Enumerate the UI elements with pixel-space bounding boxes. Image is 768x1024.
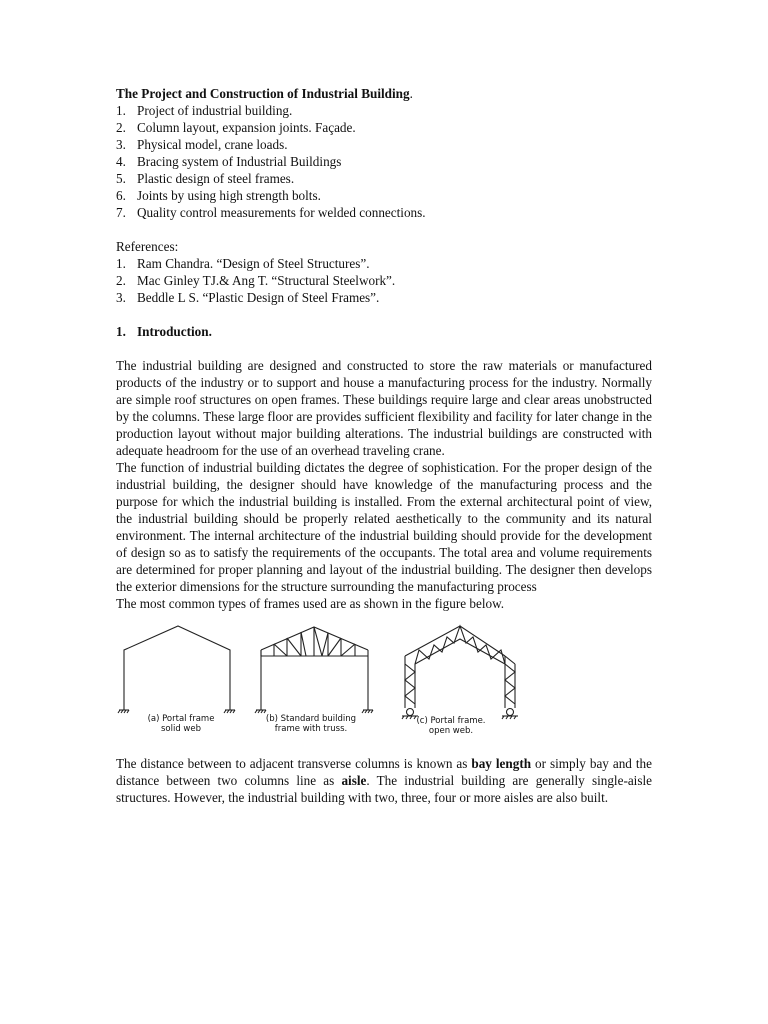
list-item: 3. Beddle L S. “Plastic Design of Steel Frames”. <box>116 290 380 305</box>
truss-frame-drawing <box>255 627 373 713</box>
paragraph-3: The most common types of frames used are as shown in the figure below. <box>116 596 505 611</box>
term-bay-length: bay length <box>471 756 532 771</box>
paragraph-4: The distance between to adjacent transverse columns is known as bay length or simply bay and the distance between two columns line as aisle. The industrial building are generally single-aisle structures. However, the industrial building with two, three, four or more aisles are also built. <box>116 756 652 805</box>
list-item: 3. Physical model, crane loads. <box>116 137 288 152</box>
list-item: 7. Quality control measurements for welded connections. <box>116 205 426 220</box>
reference-list <box>116 255 652 306</box>
paragraph-2: The function of industrial building dictates the degree of sophistication. For the proper design of the industrial building, the designer should have knowledge of the manufacturing process and the purpose for which the industrial building is installed. From the external architectural point of view, the industrial building should be properly related aesthetically to the community and its natural environment. The internal architecture of the industrial building should provide for the development of design so as to satisfy the requirements of the occupants. The total area and volume requirements are determined for proper planning and layout of the industrial building. The designer then develops the exterior dimensions for the structure surrounding the manufacturing process <box>116 460 652 594</box>
list-item: 2. Mac Ginley TJ.& Ang T. “Structural Steelwork”. <box>116 273 396 288</box>
open-web-frame-drawing <box>402 626 518 719</box>
title-suffix: . <box>409 86 413 101</box>
list-item: 6. Joints by using high strength bolts. <box>116 188 321 203</box>
list-item: 2. Column layout, expansion joints. Façade. <box>116 120 356 135</box>
list-item: 1. Project of industrial building. <box>116 103 293 118</box>
caption-b: (b) Standard building frame with truss. <box>265 714 357 734</box>
paragraph-1: The industrial building are designed and constructed to store the raw materials or manufactured products of the industry or to support and house a manufacturing process for the industry. Normally are simple roof structures on open frames. These buildings require large and clear areas unobstructed by the columns. These large floor are provides sufficient flexibility and facility for later change in the production layout without major building alterations. The industrial buildings are constructed with adequate headroom for the use of an overhead traveling crane. <box>116 358 652 458</box>
section-heading: 1. Introduction. <box>116 324 212 339</box>
list-item: 4. Bracing system of Industrial Buildings <box>116 154 342 169</box>
portal-frame-solid-web-drawing <box>118 626 235 713</box>
list-item: 1. Ram Chandra. “Design of Steel Structures”. <box>116 256 370 271</box>
topic-list <box>116 102 652 221</box>
document-title <box>116 85 652 102</box>
frame-types-figure <box>116 624 526 747</box>
caption-c: (c) Portal frame. open web. <box>416 716 486 736</box>
term-aisle: aisle <box>341 773 367 788</box>
title-text: The Project and Construction of Industrial Building <box>116 86 410 101</box>
caption-a: (a) Portal frame solid web <box>147 714 215 734</box>
references-heading: References: <box>116 239 179 254</box>
document-page <box>116 85 652 806</box>
list-item: 5. Plastic design of steel frames. <box>116 171 295 186</box>
